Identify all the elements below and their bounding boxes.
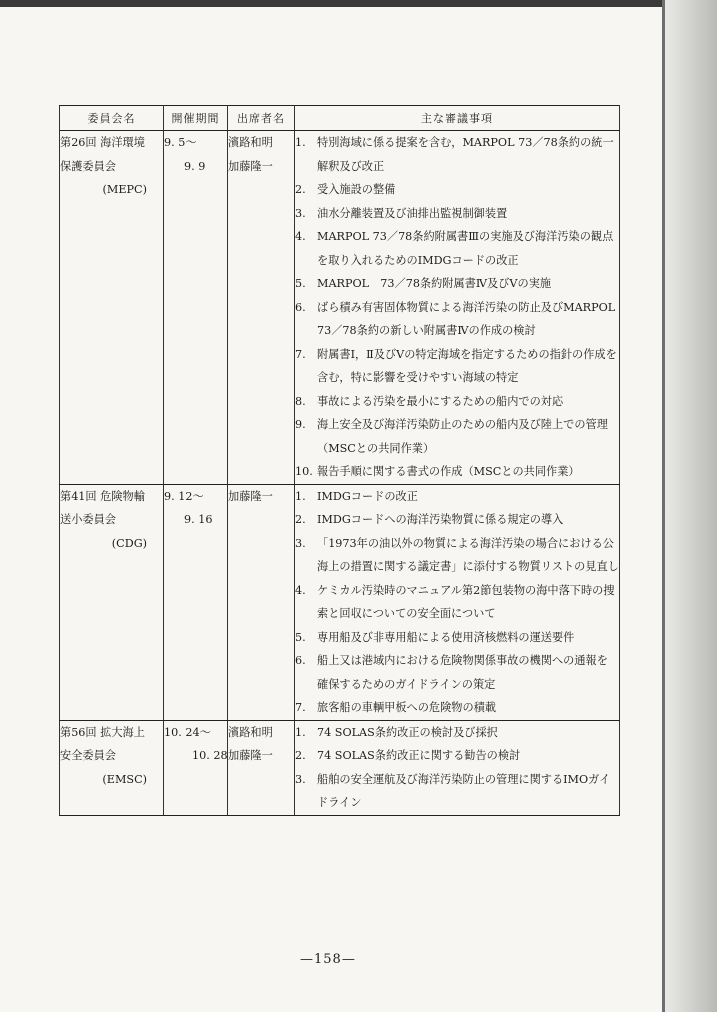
agenda-text: IMDGコードへの海洋汚染物質に係る規定の導入 (317, 513, 564, 526)
period-cell (164, 720, 228, 815)
agenda-text: 専用船及び非専用船による使用済核燃料の運送要件 (317, 630, 575, 644)
period-start: 9. 12〜 (164, 489, 204, 503)
agenda-text: 受入施設の整備 (317, 183, 396, 196)
agenda-text: 油水分離装置及び油排出監視制御装置 (317, 206, 508, 220)
committee-name-line: 第56回 拡大海上 (60, 725, 145, 739)
agenda-item (295, 579, 619, 626)
agenda-item (295, 343, 619, 390)
committee-abbr: (MEPC) (102, 183, 147, 196)
period-cell (164, 484, 228, 720)
agenda-item (295, 508, 619, 532)
attendees-cell (228, 484, 295, 720)
agenda-text: 74 SOLAS条約改正の検討及び採択 (317, 725, 498, 739)
agenda-text: 74 SOLAS条約改正に関する勧告の検討 (317, 749, 521, 762)
agenda-item (295, 178, 619, 202)
agenda-item (295, 626, 619, 650)
agenda-item (295, 296, 619, 343)
items-cell (295, 720, 620, 815)
agenda-num: 5. (295, 277, 306, 290)
agenda-item (295, 202, 619, 226)
agenda-text: 「1973年の油以外の物質による海洋汚染の場合における公海上の措置に関する議定書」に添付する物質リストの見直し (317, 536, 619, 573)
header-period: 開催期間 (164, 106, 228, 131)
agenda-num: 2. (295, 183, 306, 196)
agenda-item (295, 485, 619, 509)
agenda-num: 7. (295, 347, 306, 361)
agenda-text: 船上又は港域内における危険物関係事故の機関への通報を確保するためのガイドラインの策定 (317, 654, 608, 691)
page-edge-shadow (665, 0, 717, 1012)
header-items: 主な審議事項 (295, 106, 620, 131)
section-row-cdg (60, 484, 620, 720)
committee-cell (60, 484, 164, 720)
agenda-num: 6. (295, 654, 306, 667)
agenda-text: ケミカル汚染時のマニュアル第2節包装物の海中落下時の捜索と回収についての安全面について (317, 583, 615, 620)
committee-name-line: 第41回 危険物輸 (60, 489, 145, 503)
top-edge-bar (0, 0, 680, 7)
period-start: 9. 5〜 (164, 136, 197, 149)
period-start: 10. 24〜 (164, 725, 211, 739)
agenda-item (295, 272, 619, 296)
agenda-item (295, 225, 619, 272)
agenda-num: 5. (295, 630, 306, 644)
agenda-num: 1. (295, 489, 306, 503)
agenda-list (295, 485, 619, 720)
attendee-name: 濱路和明 (228, 725, 273, 739)
table-header-row (60, 106, 620, 131)
agenda-num: 1. (295, 725, 306, 739)
agenda-text: ばら積み有害固体物質による海洋汚染の防止及びMARPOL 73／78条約の新しい附属書Ⅳの作成の検討 (317, 300, 616, 337)
agenda-item (295, 649, 619, 696)
items-cell (295, 131, 620, 485)
agenda-num: 2. (295, 749, 306, 762)
committee-name-line: 送小委員会 (60, 513, 116, 526)
items-cell (295, 484, 620, 720)
agenda-num: 3. (295, 772, 306, 786)
agenda-item (295, 744, 619, 768)
attendees-cell (228, 131, 295, 485)
agenda-num: 10. (295, 465, 313, 478)
period-end: 10. 28 (192, 749, 228, 762)
agenda-item (295, 131, 619, 178)
agenda-item (295, 696, 619, 720)
committee-cell (60, 131, 164, 485)
section-row-mepc (60, 131, 620, 485)
agenda-item (295, 460, 619, 484)
attendees-cell (228, 720, 295, 815)
committee-abbr: (CDG) (111, 536, 147, 550)
header-attendees: 出席者名 (228, 106, 295, 131)
agenda-text: IMDGコードの改正 (317, 489, 418, 503)
agenda-list (295, 721, 619, 815)
agenda-num: 6. (295, 300, 306, 314)
attendee-name: 加藤隆一 (228, 489, 273, 503)
header-committee: 委員会名 (60, 106, 164, 131)
agenda-item (295, 413, 619, 460)
agenda-num: 8. (295, 394, 306, 408)
attendee-name: 濱路和明 (228, 136, 273, 149)
period-end: 9. 16 (184, 513, 213, 526)
page-number: —158— (300, 952, 356, 967)
attendee-name: 加藤隆一 (228, 749, 273, 762)
section-row-emsc (60, 720, 620, 815)
committee-name-line: 保護委員会 (60, 159, 116, 173)
agenda-num: 7. (295, 701, 306, 714)
agenda-text: 海上安全及び海洋汚染防止のための船内及び陸上での管理（MSCとの共同作業） (317, 418, 608, 455)
agenda-text: MARPOL 73／78条約附属書Ⅲの実施及び海洋汚染の観点を取り入れるためのIMDGコードの改正 (317, 230, 614, 267)
committee-cell (60, 720, 164, 815)
agenda-item (295, 532, 619, 579)
period-cell (164, 131, 228, 485)
committee-abbr: (EMSC) (102, 772, 147, 786)
period-end: 9. 9 (184, 159, 206, 173)
agenda-num: 4. (295, 583, 306, 597)
agenda-text: 旅客船の車輌甲板への危険物の積載 (317, 701, 497, 714)
agenda-text: 附属書Ⅰ，Ⅱ及びⅤの特定海域を指定するための指針の作成を含む，特に影響を受けやすい海域の特定 (317, 347, 617, 384)
agenda-num: 9. (295, 418, 306, 431)
agenda-text: 船舶の安全運航及び海洋汚染防止の管理に関するIMOガイドライン (317, 772, 611, 809)
agenda-text: MARPOL 73／78条約附属書Ⅳ及びⅤの実施 (317, 277, 552, 290)
agenda-text: 事故による汚染を最小にするための船内での対応 (317, 394, 564, 408)
agenda-list (295, 131, 619, 484)
agenda-num: 1. (295, 136, 306, 149)
agenda-item (295, 768, 619, 815)
agenda-text: 特別海域に係る提案を含む，MARPOL 73／78条約の統一解釈及び改正 (317, 136, 614, 173)
agenda-num: 4. (295, 230, 306, 243)
agenda-item (295, 721, 619, 745)
committee-name-line: 第26回 海洋環境 (60, 136, 145, 149)
attendee-name: 加藤隆一 (228, 159, 273, 173)
agenda-num: 3. (295, 536, 306, 550)
committee-table (59, 105, 620, 816)
committee-name-line: 安全委員会 (60, 749, 116, 762)
agenda-text: 報告手順に関する書式の作成（MSCとの共同作業） (317, 465, 580, 478)
agenda-num: 2. (295, 513, 306, 526)
agenda-num: 3. (295, 206, 306, 220)
agenda-item (295, 390, 619, 414)
